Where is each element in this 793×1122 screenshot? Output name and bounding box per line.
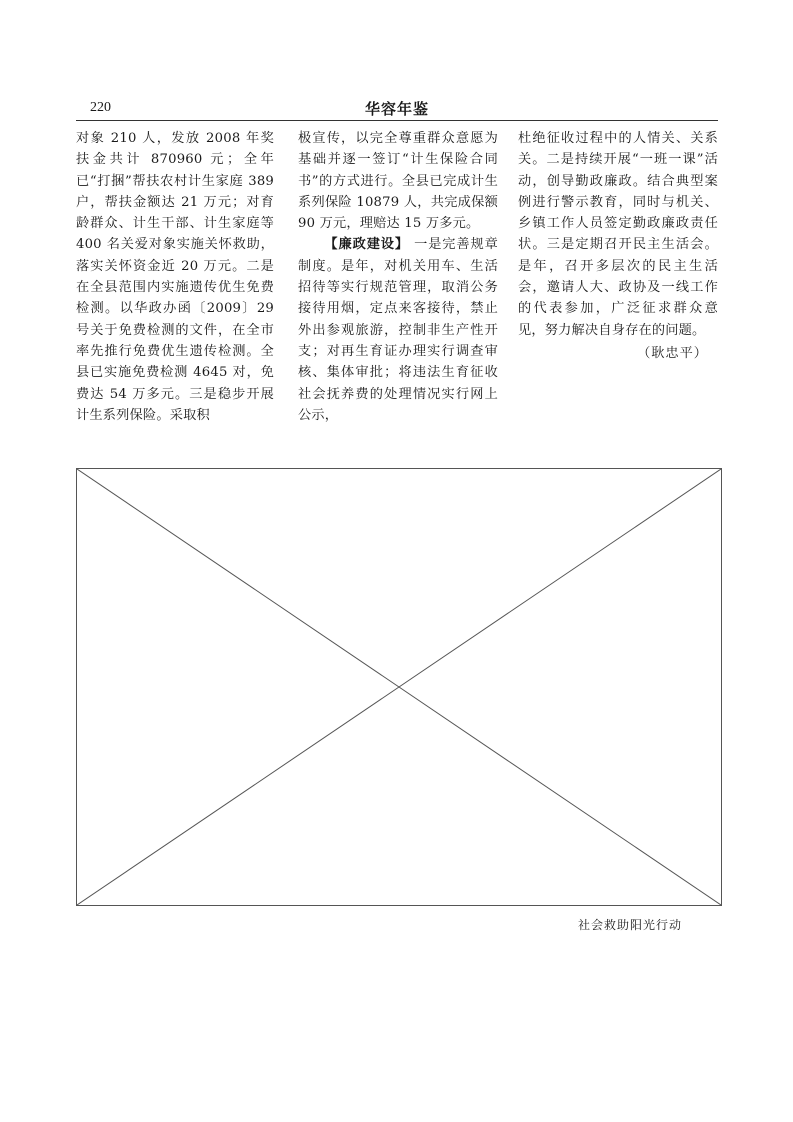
image-placeholder xyxy=(76,468,722,906)
page-number: 220 xyxy=(90,100,111,115)
paragraph-lianzheng xyxy=(298,234,498,426)
running-title: 华容年鉴 xyxy=(364,100,429,118)
header-rule xyxy=(76,120,718,121)
page-header xyxy=(76,96,718,120)
paragraph: 极宣传，以完全尊重群众意愿为基础并逐一签订“计生保险合同书”的方式进行。全县已完成计生系列保险 10879 人，共完成保额 90 万元，理赔达 15 万多元。 xyxy=(298,131,498,232)
placeholder-cross-icon xyxy=(77,469,721,905)
author-credit: （耿忠平） xyxy=(637,345,708,361)
text-column-1 xyxy=(76,128,274,426)
text-column-2 xyxy=(298,128,498,426)
figure-caption: 社会救助阳光行动 xyxy=(578,918,683,932)
paragraph: 杜绝征收过程中的人情关、关系关。二是持续开展“一班一课”活动，创导勤政廉政。结合典型案例进行警示教育，同时与机关、乡镇工作人员签定勤政廉政责任状。三是定期召开民主生活会。是年，召开多层次的民主生活会，邀请人大、政协及一线工作的代表参加，广泛征求群众意见，努力解决自身存在的问题。 xyxy=(518,131,718,338)
paragraph: 对象 210 人，发放 2008 年奖扶金共计 870960 元；全年已“打捆”帮扶农村计生家庭 389 户，帮扶金额达 21 万元；对育龄群众、计生干部、计生家庭等 400 名关爱对象实施关怀救助，落实关怀资金近 20 万元。二是在全县范围内实施遗传优生免费检测。以华政办函〔2009〕29 号关于免费检测的文件，在全市率先推行免费优生遗传检测。全县已实施免费检测 4645 对，免费达 54 万多元。三是稳步开展计生系列保险。采取积 xyxy=(76,131,274,423)
paragraph-text: 一是完善规章制度。是年，对机关用车、生活招待等实行规范管理，取消公务接待用烟，定点来客接待，禁止外出参观旅游，控制非生产性开支；对再生育证办理实行调查审核、集体审批；将违法生育征收社会抚养费的处理情况实行网上公示， xyxy=(298,237,498,423)
section-heading: 【廉政建设】 xyxy=(324,237,409,253)
text-column-3 xyxy=(518,128,718,364)
